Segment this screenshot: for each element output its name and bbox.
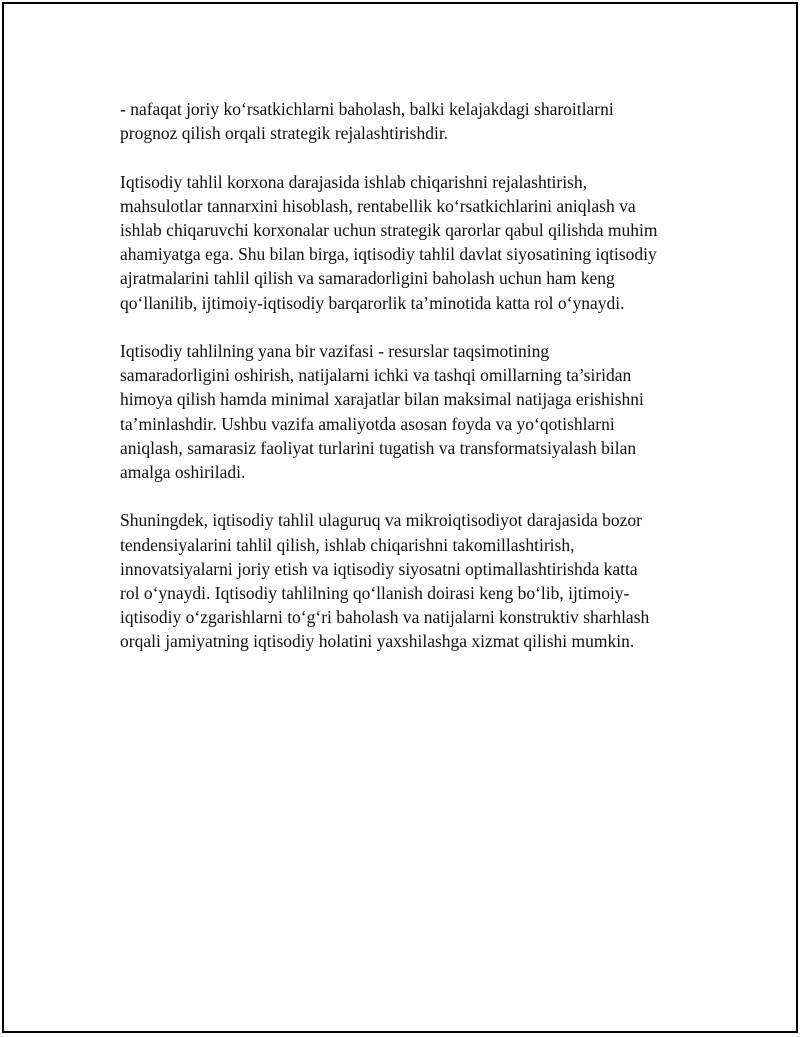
paragraph-2 <box>120 170 710 315</box>
paragraph-line: ajratmalarini tahlil qilish va samaradorligini baholash uchun ham keng <box>120 268 615 289</box>
paragraph-line: Shuningdek, iqtisodiy tahlil ulaguruq va mikroiqtisodiyot darajasida bozor <box>120 510 643 531</box>
paragraph-line: prognoz qilish orqali strategik rejalashtirishdir. <box>120 123 449 144</box>
paragraph-line: himoya qilish hamda minimal xarajatlar bilan maksimal natijaga erishishni <box>120 389 644 410</box>
paragraph-line: ahamiyatga ega. Shu bilan birga, iqtisodiy tahlil davlat siyosatining iqtisodiy <box>120 244 657 265</box>
paragraph-line: innovatsiyalarni joriy etish va iqtisodiy siyosatni optimallashtirishda katta <box>120 558 638 579</box>
paragraph-line: Iqtisodiy tahlilning yana bir vazifasi - resurslar taqsimotining <box>120 341 550 361</box>
document-page <box>2 2 798 1033</box>
paragraph-line: iqtisodiy o‘zgarishlarni to‘g‘ri baholash va natijalarni konstruktiv sharhlash <box>120 607 650 628</box>
paragraph-line: Iqtisodiy tahlil korxona darajasida ishlab chiqarishni rejalashtirish, <box>120 171 588 192</box>
paragraph-line: rol o‘ynaydi. Iqtisodiy tahlilning qo‘llanish doirasi keng bo‘lib, ijtimoiy- <box>120 583 630 604</box>
paragraph-line: tendensiyalarini tahlil qilish, ishlab chiqarishni takomillashtirish, <box>120 534 575 555</box>
paragraph-line: - nafaqat joriy ko‘rsatkichlarni baholash, balki kelajakdagi sharoitlarni <box>120 99 614 119</box>
document-body <box>120 97 710 678</box>
paragraph-line: orqali jamiyatning iqtisodiy holatini yaxshilashga xizmat qilishi mumkin. <box>120 631 635 652</box>
paragraph-3 <box>120 339 710 484</box>
paragraph-line: mahsulotlar tannarxini hisoblash, rentabellik ko‘rsatkichlarini aniqlash va <box>120 195 636 216</box>
paragraph-4 <box>120 508 710 653</box>
paragraph-line: qo‘llanilib, ijtimoiy-iqtisodiy barqarorlik ta’minotida katta rol o‘ynaydi. <box>120 292 625 313</box>
paragraph-line: amalga oshiriladi. <box>120 462 246 483</box>
paragraph-line: ta’minlashdir. Ushbu vazifa amaliyotda asosan foyda va yo‘qotishlarni <box>120 413 615 434</box>
paragraph-line: aniqlash, samarasiz faoliyat turlarini tugatish va transformatsiyalash bilan <box>120 437 637 458</box>
paragraph-line: samaradorligini oshirish, natijalarni ichki va tashqi omillarning ta’siridan <box>120 365 632 386</box>
paragraph-line: ishlab chiqaruvchi korxonalar uchun strategik qarorlar qabul qilishda muhim <box>120 220 658 240</box>
paragraph-1 <box>120 97 710 145</box>
